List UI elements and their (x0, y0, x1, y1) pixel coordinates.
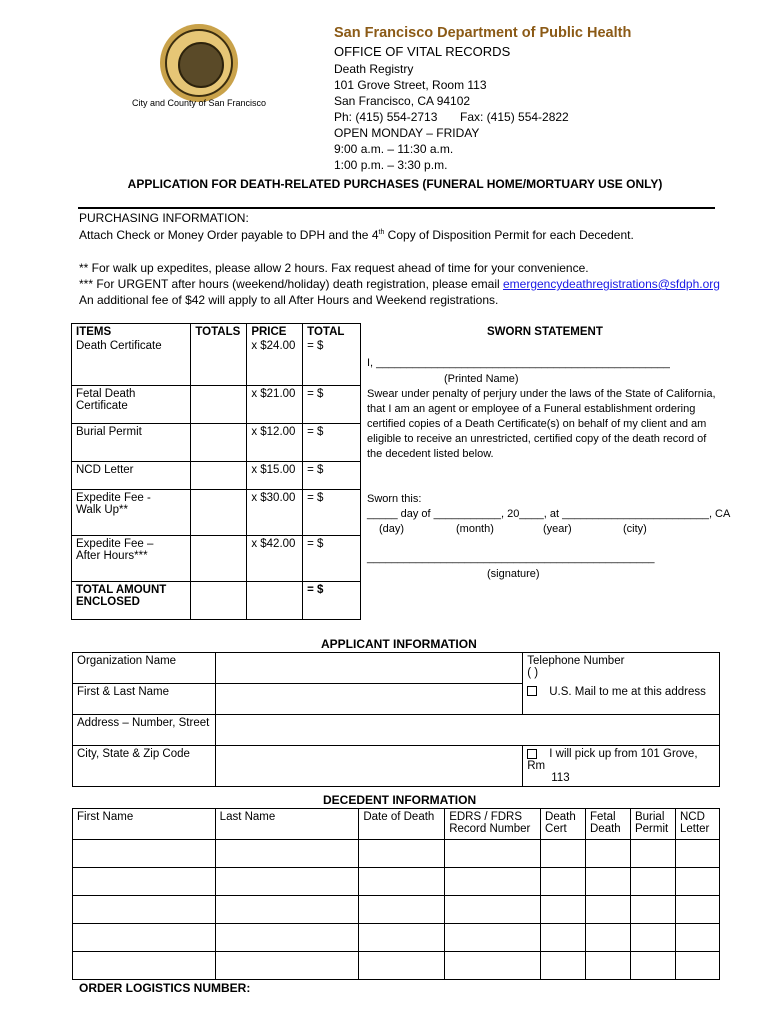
cell[interactable] (541, 952, 586, 980)
phone-number: Ph: (415) 554-2713 (334, 110, 438, 124)
pickup-checkbox[interactable] (527, 749, 537, 759)
sworn-body: Swear under penalty of perjury under the laws of the State of California, that I am an agent or employee of a Funeral establishment ordering certified copies of a Death Certificate(s) on behalf of my client and am eligible to receive an unrestricted, certified copy of the death record of the decedent listed below. (367, 388, 716, 460)
sworn-date-line[interactable]: _____ day of ___________, 20____, at ________________________, CA (367, 508, 731, 520)
department-name: San Francisco Department of Public Health (334, 25, 632, 41)
price-cell: x $24.00 (247, 340, 303, 386)
totals-cell[interactable] (191, 462, 247, 490)
cell[interactable] (630, 924, 675, 952)
cell[interactable] (215, 840, 359, 868)
price-col-header: PRICE (247, 324, 303, 340)
walkup-note: ** For walk up expedites, please allow 2 hours. Fax request ahead of time for your convenience. (79, 261, 589, 275)
table-row (73, 746, 720, 787)
decedent-header-row (73, 809, 720, 840)
total-cell[interactable]: = $ (303, 536, 361, 582)
price-cell (247, 582, 303, 620)
cell[interactable] (630, 840, 675, 868)
cell[interactable] (586, 952, 631, 980)
mail-checkbox[interactable] (527, 686, 537, 696)
cell[interactable] (359, 896, 445, 924)
price-cell: x $21.00 (247, 386, 303, 424)
attach-instruction: Attach Check or Money Order payable to DPH and the 4th Copy of Disposition Permit for each Decedent. (79, 228, 634, 242)
totals-cell[interactable] (191, 536, 247, 582)
year-caption: (year) (543, 523, 572, 535)
table-row (73, 653, 720, 684)
sworn-heading: SWORN STATEMENT (487, 326, 603, 338)
hours-line-2: 9:00 a.m. – 11:30 a.m. (334, 142, 454, 156)
hours-line-1: OPEN MONDAY – FRIDAY (334, 126, 480, 140)
mail-option[interactable]: U.S. Mail to me at this address (523, 684, 720, 715)
item-label: Burial Permit (72, 424, 191, 462)
cell[interactable] (675, 868, 719, 896)
address-input[interactable] (215, 715, 719, 746)
cell[interactable] (215, 868, 359, 896)
table-row (73, 840, 720, 868)
applicant-heading: APPLICANT INFORMATION (321, 637, 477, 651)
table-row (73, 684, 720, 715)
cell[interactable] (630, 868, 675, 896)
price-cell: x $30.00 (247, 490, 303, 536)
cell[interactable] (73, 840, 216, 868)
cell[interactable] (445, 952, 541, 980)
table-row (73, 924, 720, 952)
address-label: Address – Number, Street (73, 715, 216, 746)
col-first-name: First Name (73, 809, 216, 840)
price-cell: x $12.00 (247, 424, 303, 462)
fee-note: An additional fee of $42 will apply to all After Hours and Weekend registrations. (79, 293, 499, 307)
applicant-table (72, 652, 720, 787)
table-row (72, 386, 361, 424)
order-logistics-label: ORDER LOGISTICS NUMBER: (79, 981, 251, 995)
cell[interactable] (445, 840, 541, 868)
name-input[interactable] (215, 684, 522, 715)
price-cell: x $42.00 (247, 536, 303, 582)
application-title: APPLICATION FOR DEATH-RELATED PURCHASES (FUNERAL HOME/MORTUARY USE ONLY) (127, 177, 663, 191)
cell[interactable] (630, 952, 675, 980)
col-record-number: EDRS / FDRS Record Number (445, 809, 541, 840)
grand-total-cell[interactable]: = $ (303, 582, 361, 620)
decedent-table (72, 808, 720, 980)
header-line-3: San Francisco, CA 94102 (334, 94, 471, 108)
table-row (73, 715, 720, 746)
cell[interactable] (215, 924, 359, 952)
totals-cell[interactable] (191, 340, 247, 386)
cell[interactable] (215, 896, 359, 924)
cell[interactable] (359, 840, 445, 868)
header-line-1: Death Registry (334, 62, 414, 76)
org-label: Organization Name (73, 653, 216, 684)
table-row (73, 896, 720, 924)
table-row (72, 536, 361, 582)
org-input[interactable] (215, 653, 522, 684)
totals-cell[interactable] (191, 582, 247, 620)
city-county-label: City and County of San Francisco (132, 98, 267, 108)
total-cell[interactable]: = $ (303, 462, 361, 490)
purchasing-heading: PURCHASING INFORMATION: (79, 211, 249, 225)
items-col-header: ITEMS (72, 324, 191, 340)
sworn-this-label: Sworn this: (367, 493, 422, 505)
city-caption: (city) (623, 523, 647, 535)
city-seal (160, 24, 238, 102)
name-label: First & Last Name (73, 684, 216, 715)
email-link[interactable]: emergencydeathregistrations@sfdph.org (502, 277, 720, 291)
totals-cell[interactable] (191, 386, 247, 424)
city-label: City, State & Zip Code (73, 746, 216, 787)
totals-cell[interactable] (191, 424, 247, 462)
cell[interactable] (675, 840, 719, 868)
cell[interactable] (586, 840, 631, 868)
cell[interactable] (73, 924, 216, 952)
office-name: OFFICE OF VITAL RECORDS (334, 44, 511, 59)
col-death-cert: Death Cert (541, 809, 586, 840)
signature-line[interactable]: _______________________________________________ (367, 552, 655, 564)
cell[interactable] (675, 952, 719, 980)
cell[interactable] (541, 840, 586, 868)
table-row (72, 340, 361, 386)
cell[interactable] (541, 924, 586, 952)
cell[interactable] (586, 924, 631, 952)
city-input[interactable] (215, 746, 522, 787)
table-row (73, 952, 720, 980)
pickup-option[interactable]: I will pick up from 101 Grove, Rm 113 (523, 746, 720, 787)
cell[interactable] (445, 924, 541, 952)
cell[interactable] (675, 896, 719, 924)
month-caption: (month) (456, 523, 494, 535)
item-label: Death Certificate (72, 340, 191, 386)
item-label: Expedite Fee – After Hours*** (72, 536, 191, 582)
cell[interactable] (215, 952, 359, 980)
printed-name-caption: (Printed Name) (444, 373, 519, 385)
cell[interactable] (73, 952, 216, 980)
table-row (72, 424, 361, 462)
cell[interactable] (359, 952, 445, 980)
cell[interactable] (359, 924, 445, 952)
total-cell[interactable]: = $ (303, 490, 361, 536)
cell[interactable] (73, 896, 216, 924)
total-cell[interactable]: = $ (303, 386, 361, 424)
fax-number: Fax: (415) 554-2822 (460, 110, 569, 124)
totals-cell[interactable] (191, 490, 247, 536)
table-row (73, 868, 720, 896)
decedent-heading: DECEDENT INFORMATION (323, 793, 477, 807)
price-cell: x $15.00 (247, 462, 303, 490)
hours-line-3: 1:00 p.m. – 3:30 p.m. (334, 158, 448, 172)
total-cell[interactable]: = $ (303, 340, 361, 386)
total-col-header: TOTAL (303, 324, 361, 340)
urgent-note: *** For URGENT after hours (weekend/holiday) death registration, please email emergencydeathregistrations@sfdph.org (79, 277, 720, 291)
col-date-of-death: Date of Death (359, 809, 445, 840)
items-table (71, 323, 361, 620)
divider-rule (78, 207, 715, 209)
signature-caption: (signature) (487, 568, 540, 580)
cell[interactable] (445, 896, 541, 924)
items-header-row (72, 324, 361, 340)
cell[interactable] (73, 868, 216, 896)
col-ncd-letter: NCD Letter (675, 809, 719, 840)
item-label: Expedite Fee - Walk Up** (72, 490, 191, 536)
totals-col-header: TOTALS (191, 324, 247, 340)
total-amount-label: TOTAL AMOUNT ENCLOSED (72, 582, 191, 620)
cell[interactable] (359, 868, 445, 896)
printed-name-line[interactable]: I, ________________________________________________ (367, 357, 670, 369)
item-label: NCD Letter (72, 462, 191, 490)
seal-emblem (178, 42, 224, 88)
item-label: Fetal Death Certificate (72, 386, 191, 424)
cell[interactable] (445, 868, 541, 896)
cell[interactable] (586, 868, 631, 896)
total-row (72, 582, 361, 620)
cell[interactable] (541, 868, 586, 896)
cell[interactable] (630, 896, 675, 924)
cell[interactable] (586, 896, 631, 924)
day-caption: (day) (379, 523, 405, 535)
phone-cell[interactable]: Telephone Number ( ) (523, 653, 720, 684)
cell[interactable] (675, 924, 719, 952)
table-row (72, 462, 361, 490)
col-last-name: Last Name (215, 809, 359, 840)
table-row (72, 490, 361, 536)
col-burial-permit: Burial Permit (630, 809, 675, 840)
cell[interactable] (541, 896, 586, 924)
header-line-2: 101 Grove Street, Room 113 (334, 78, 487, 92)
col-fetal-death: Fetal Death (586, 809, 631, 840)
total-cell[interactable]: = $ (303, 424, 361, 462)
